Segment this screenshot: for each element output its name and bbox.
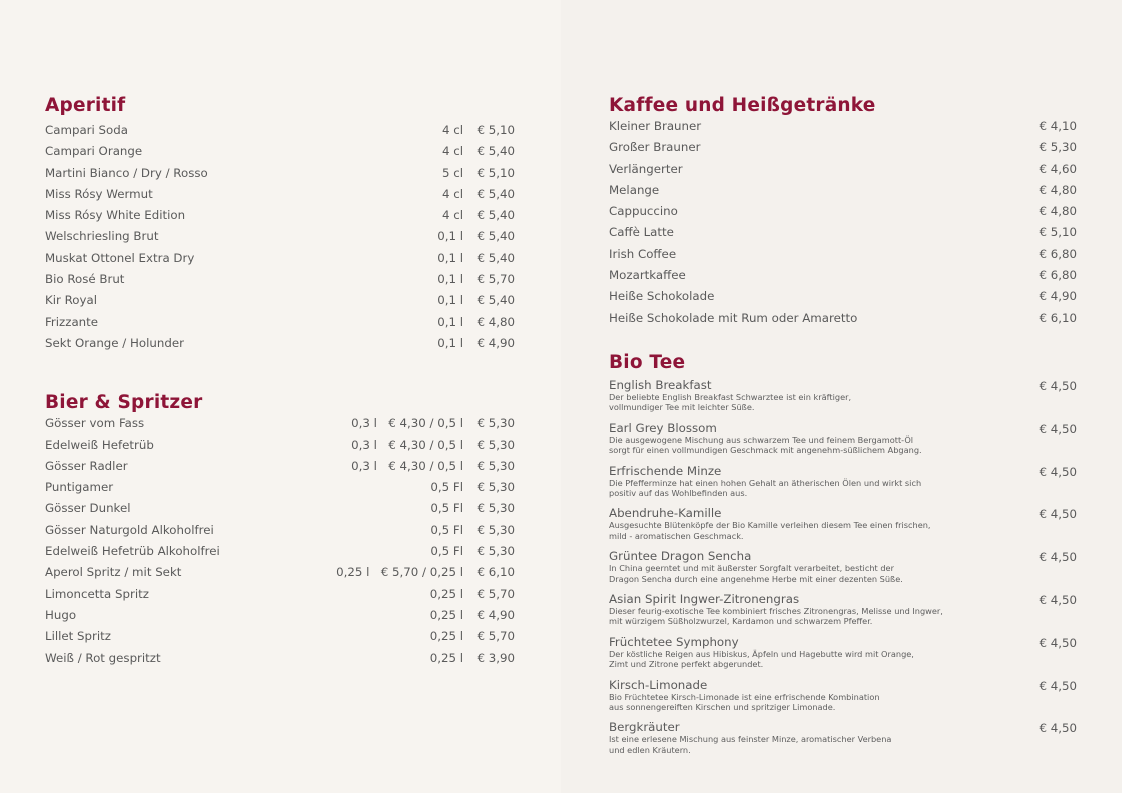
item-name: Cappuccino bbox=[609, 204, 678, 219]
item-quantity: 4 cl bbox=[441, 208, 463, 223]
menu-item bbox=[45, 651, 515, 672]
bier-section bbox=[45, 390, 515, 672]
item-name: Heiße Schokolade mit Rum oder Amaretto bbox=[609, 310, 858, 325]
item-price: € 5,30 bbox=[1039, 140, 1077, 155]
tea-price: € 4,50 bbox=[1039, 635, 1077, 650]
menu-item bbox=[45, 315, 515, 336]
item-name: Campari Orange bbox=[45, 144, 143, 159]
tea-item bbox=[609, 506, 1077, 549]
aperitif-section bbox=[45, 93, 515, 357]
bier-list bbox=[45, 416, 515, 672]
tea-item bbox=[609, 678, 1077, 721]
item-price: € 5,10 bbox=[477, 123, 515, 137]
item-name: Frizzante bbox=[45, 314, 99, 329]
item-price: € 5,30 bbox=[477, 416, 515, 431]
tea-item bbox=[609, 720, 1077, 763]
item-quantity: 0,25 l bbox=[429, 650, 463, 665]
item-quantity: 0,5 Fl bbox=[430, 544, 463, 559]
item-name: Campari Soda bbox=[45, 123, 128, 137]
item-price: € 5,30 bbox=[477, 501, 515, 516]
item-name: Miss Rósy White Edition bbox=[45, 208, 186, 223]
item-quantity: 0,5 Fl bbox=[430, 480, 463, 495]
tea-price: € 4,50 bbox=[1039, 421, 1077, 436]
item-price: € 4,80 bbox=[1039, 204, 1077, 219]
tea-name: English Breakfast bbox=[609, 377, 712, 392]
tea-price: € 4,50 bbox=[1039, 550, 1077, 565]
item-name: Gösser Dunkel bbox=[45, 501, 131, 516]
tea-name: Früchtetee Symphony bbox=[609, 634, 739, 649]
tea-name: Erfrischende Minze bbox=[609, 463, 722, 478]
item-price: € 6,10 bbox=[477, 565, 515, 580]
item-name: Hugo bbox=[45, 607, 77, 622]
item-price: € 5,30 bbox=[477, 458, 515, 473]
section-title-bier: Bier & Spritzer bbox=[45, 392, 203, 414]
item-price: € 5,40 bbox=[477, 293, 515, 308]
tea-description: Ausgesuchte Blütenköpfe der Bio Kamille verleihen diesem Tee einen frischen, mild - aromatischen Geschmack. bbox=[609, 520, 931, 541]
item-price: € 5,70 bbox=[477, 586, 515, 601]
menu-item bbox=[45, 416, 515, 437]
menu-item bbox=[609, 268, 1077, 289]
menu-item bbox=[609, 162, 1077, 183]
menu-item bbox=[45, 293, 515, 314]
item-name: Heiße Schokolade bbox=[609, 289, 715, 304]
menu-item bbox=[609, 183, 1077, 204]
item-price: € 4,90 bbox=[1039, 289, 1077, 304]
section-title-kaffee: Kaffee und Heißgetränke bbox=[609, 95, 876, 116]
item-name: Edelweiß Hefetrüb bbox=[45, 437, 154, 452]
item-quantity: 0,3 l € 4,30 / 0,5 l bbox=[351, 458, 463, 473]
menu-item bbox=[45, 629, 515, 650]
item-name: Verlängerter bbox=[609, 161, 683, 176]
left-column bbox=[45, 93, 515, 672]
item-name: Gösser Radler bbox=[45, 458, 128, 473]
tea-price: € 4,50 bbox=[1039, 507, 1077, 522]
item-price: € 5,40 bbox=[477, 186, 515, 201]
item-quantity: 0,5 Fl bbox=[430, 522, 463, 537]
tea-name: Kirsch-Limonade bbox=[609, 677, 708, 692]
tea-description: Die ausgewogene Mischung aus schwarzem Tee und feinem Bergamott-Öl sorgt für einen vollmundigen Geschmack mit angenehm-süßlichem Abgang. bbox=[609, 434, 922, 456]
item-price: € 5,10 bbox=[477, 165, 515, 180]
item-price: € 5,40 bbox=[477, 229, 515, 244]
menu-item bbox=[45, 438, 515, 459]
item-price: € 5,70 bbox=[477, 272, 515, 287]
menu-item bbox=[45, 480, 515, 501]
menu-item bbox=[45, 144, 515, 165]
tea-price: € 4,50 bbox=[1039, 464, 1077, 479]
item-price: € 6,80 bbox=[1039, 268, 1077, 283]
item-quantity: 0,1 l bbox=[437, 229, 463, 244]
item-name: Puntigamer bbox=[45, 480, 114, 495]
tea-description: Bio Früchtetee Kirsch-Limonade ist eine erfrischende Kombination aus sonnengereiften Kirschen und spritziger Limonade. bbox=[609, 691, 880, 713]
item-quantity: 0,1 l bbox=[437, 272, 463, 287]
item-quantity: 4 cl bbox=[441, 186, 463, 201]
item-quantity: 0,25 l bbox=[429, 607, 463, 622]
item-quantity: 0,1 l bbox=[437, 314, 463, 329]
item-quantity: 0,5 Fl bbox=[430, 501, 463, 516]
item-quantity: 0,25 l bbox=[429, 629, 463, 644]
item-quantity: 5 cl bbox=[441, 165, 463, 180]
tea-description: Der köstliche Reigen aus Hibiskus, Äpfeln und Hagebutte wird mit Orange, Zimt und Zitrone perfekt abgerundet. bbox=[609, 648, 914, 670]
menu-item bbox=[45, 608, 515, 629]
tea-description: In China geerntet und mit äußerster Sorgfalt verarbeitet, besticht der Dragon Sencha durch eine angenehme Herbe mit einer dezenten Süße. bbox=[609, 563, 903, 584]
menu-item bbox=[45, 459, 515, 480]
item-price: € 3,90 bbox=[477, 650, 515, 665]
tea-name: Grüntee Dragon Sencha bbox=[609, 549, 752, 564]
tee-list bbox=[609, 378, 1077, 763]
item-name: Caffè Latte bbox=[609, 225, 674, 240]
tea-item bbox=[609, 378, 1077, 421]
item-name: Irish Coffee bbox=[609, 246, 677, 261]
tea-description: Die Pfefferminze hat einen hohen Gehalt an ätherischen Ölen und wirkt sich positiv auf das Wohlbefinden aus. bbox=[609, 477, 922, 499]
item-name: Bio Rosé Brut bbox=[45, 272, 125, 287]
tea-price: € 4,50 bbox=[1039, 592, 1077, 607]
item-quantity: 0,25 l bbox=[429, 586, 463, 601]
item-price: € 5,30 bbox=[477, 437, 515, 452]
menu-item bbox=[609, 225, 1077, 246]
tea-name: Abendruhe-Kamille bbox=[609, 506, 722, 521]
menu-item bbox=[45, 501, 515, 522]
tee-section bbox=[609, 350, 1077, 763]
item-name: Gösser Naturgold Alkoholfrei bbox=[45, 522, 214, 537]
menu-item bbox=[45, 523, 515, 544]
tea-price: € 4,50 bbox=[1039, 378, 1077, 393]
item-price: € 6,10 bbox=[1039, 310, 1077, 325]
item-price: € 5,40 bbox=[477, 250, 515, 265]
item-name: Aperol Spritz / mit Sekt bbox=[45, 565, 182, 580]
menu-item bbox=[45, 123, 515, 144]
item-name: Kir Royal bbox=[45, 293, 97, 308]
item-quantity: 0,1 l bbox=[437, 335, 463, 350]
tea-description: Ist eine erlesene Mischung aus feinster Minze, aromatischer Verbena und edlen Kräutern. bbox=[609, 734, 892, 755]
menu-item bbox=[609, 119, 1077, 140]
tea-description: Dieser feurig-exotische Tee kombiniert frisches Zitronengras, Melisse und Ingwer, mit würzigem Süßholzwurzel, Kardamon und schwarzem Pfeffer. bbox=[609, 605, 943, 627]
tea-item bbox=[609, 635, 1077, 678]
menu-item bbox=[609, 247, 1077, 268]
item-name: Kleiner Brauner bbox=[609, 119, 702, 133]
tea-price: € 4,50 bbox=[1039, 721, 1077, 736]
right-column bbox=[609, 93, 1077, 763]
item-price: € 5,30 bbox=[477, 522, 515, 537]
item-name: Welschriesling Brut bbox=[45, 229, 159, 244]
tea-name: Earl Grey Blossom bbox=[609, 420, 717, 435]
menu-item bbox=[45, 166, 515, 187]
item-name: Melange bbox=[609, 182, 660, 197]
item-quantity: 0,3 l € 4,30 / 0,5 l bbox=[351, 416, 463, 431]
item-price: € 5,40 bbox=[477, 208, 515, 223]
tea-item bbox=[609, 549, 1077, 592]
menu-item bbox=[45, 229, 515, 250]
menu-item bbox=[45, 336, 515, 357]
item-name: Sekt Orange / Holunder bbox=[45, 335, 184, 350]
item-name: Gösser vom Fass bbox=[45, 416, 145, 431]
item-quantity: 0,3 l € 4,30 / 0,5 l bbox=[351, 437, 463, 452]
menu-item bbox=[45, 251, 515, 272]
item-price: € 4,80 bbox=[1039, 182, 1077, 197]
item-name: Miss Rósy Wermut bbox=[45, 186, 153, 201]
item-quantity: 0,1 l bbox=[437, 293, 463, 308]
menu-item bbox=[45, 587, 515, 608]
item-name: Edelweiß Hefetrüb Alkoholfrei bbox=[45, 544, 220, 559]
menu-item bbox=[45, 272, 515, 293]
item-price: € 4,60 bbox=[1039, 161, 1077, 176]
item-price: € 5,30 bbox=[477, 544, 515, 559]
tea-item bbox=[609, 421, 1077, 464]
item-price: € 4,10 bbox=[1039, 119, 1077, 133]
item-name: Limoncetta Spritz bbox=[45, 586, 149, 601]
item-quantity: 0,1 l bbox=[437, 250, 463, 265]
tea-description: Der beliebte English Breakfast Schwarztee ist ein kräftiger, vollmundiger Tee mit leichter Süße. bbox=[609, 391, 852, 413]
item-price: € 4,80 bbox=[477, 314, 515, 329]
item-price: € 5,10 bbox=[1039, 225, 1077, 240]
section-title-aperitif: Aperitif bbox=[45, 95, 126, 116]
kaffee-list bbox=[609, 119, 1077, 332]
item-price: € 6,80 bbox=[1039, 246, 1077, 261]
item-name: Mozartkaffee bbox=[609, 268, 686, 283]
menu-item bbox=[609, 289, 1077, 310]
tea-price: € 4,50 bbox=[1039, 678, 1077, 693]
tea-name: Bergkräuter bbox=[609, 720, 680, 735]
item-price: € 5,70 bbox=[477, 629, 515, 644]
aperitif-list bbox=[45, 123, 515, 357]
item-price: € 5,40 bbox=[477, 144, 515, 159]
item-price: € 4,90 bbox=[477, 335, 515, 350]
menu-item bbox=[609, 204, 1077, 225]
tea-item bbox=[609, 464, 1077, 507]
item-price: € 4,90 bbox=[477, 607, 515, 622]
menu-item bbox=[45, 544, 515, 565]
item-quantity: 4 cl bbox=[441, 144, 463, 159]
menu-item bbox=[45, 187, 515, 208]
menu-item bbox=[45, 565, 515, 586]
item-name: Lillet Spritz bbox=[45, 629, 111, 644]
section-title-tee: Bio Tee bbox=[609, 351, 686, 373]
item-name: Großer Brauner bbox=[609, 140, 701, 155]
item-quantity: 0,25 l € 5,70 / 0,25 l bbox=[336, 565, 463, 580]
item-price: € 5,30 bbox=[477, 480, 515, 495]
item-name: Martini Bianco / Dry / Rosso bbox=[45, 165, 208, 180]
item-quantity: 4 cl bbox=[441, 123, 463, 137]
kaffee-section bbox=[609, 93, 1077, 332]
tea-name: Asian Spirit Ingwer-Zitronengras bbox=[609, 591, 800, 606]
menu-item bbox=[609, 140, 1077, 161]
tea-item bbox=[609, 592, 1077, 635]
menu-item bbox=[45, 208, 515, 229]
menu-item bbox=[609, 311, 1077, 332]
item-name: Weiß / Rot gespritzt bbox=[45, 650, 161, 665]
item-name: Muskat Ottonel Extra Dry bbox=[45, 250, 195, 265]
